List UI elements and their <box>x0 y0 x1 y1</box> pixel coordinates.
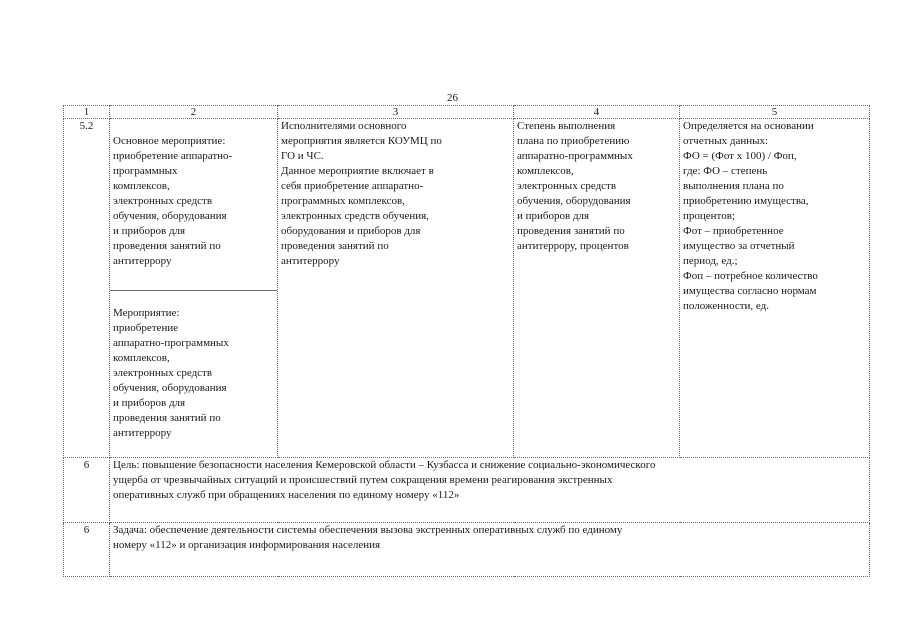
row-number: 5.2 <box>64 119 110 458</box>
task-text: Задача: обеспечение деятельности системы обеспечения вызова экстренных оперативных служб по единому номеру «112» и организация информирования населения <box>110 523 870 577</box>
main-measure-name: Основное мероприятие: приобретение аппаратно- программных комплексов, электронных средств обучения, оборудования и приборов для проведения занятий по антитеррору <box>110 134 277 291</box>
indicator-name: Степень выполнения плана по приобретению аппаратно-программных комплексов, электронных средств обучения, оборудования и приборов для проведения занятий по антитеррору, процентов <box>514 119 680 458</box>
goal-text: Цель: повышение безопасности населения Кемеровской области – Кузбасса и снижение социально-экономического ущерба от чрезвычайных ситуаций и происшествий путем сокращения времени реагирования экстренных оперативных служб при обращениях населения по единому номеру «112» <box>110 458 870 523</box>
header-cell-1: 1 <box>64 106 110 119</box>
indicator-method: Определяется на основании отчетных данных: ФО = (Фот х 100) / Фоп, где: ФО – степень выполнения плана по приобретению имущества, процентов; Фот – приобретенное имущество за отчетный период, ед.; Фоп – потребное количество имущества согласно нормам положенности, ед. <box>680 119 870 458</box>
page-number: 26 <box>447 92 458 104</box>
header-row <box>64 106 870 119</box>
measures-table <box>63 105 870 577</box>
header-cell-4: 4 <box>514 106 680 119</box>
header-cell-3: 3 <box>278 106 514 119</box>
table-row-task <box>64 523 870 577</box>
row-number: 6 <box>64 458 110 523</box>
table-row-5-2 <box>64 119 870 458</box>
measure-name-cell <box>110 119 278 458</box>
measure-description: Исполнителями основного мероприятия является КОУМЦ по ГО и ЧС. Данное мероприятие включает в себя приобретение аппаратно- программных комплексов, электронных средств обучения, оборудования и приборов для проведения занятий по антитеррору <box>278 119 514 458</box>
measure-name: Мероприятие: приобретение аппаратно-программных комплексов, электронных средств обучения, оборудования и приборов для проведения занятий по антитеррору <box>113 307 229 439</box>
header-cell-2: 2 <box>110 106 278 119</box>
header-cell-5: 5 <box>680 106 870 119</box>
table-row-goal <box>64 458 870 523</box>
row-number: 6 <box>64 523 110 577</box>
